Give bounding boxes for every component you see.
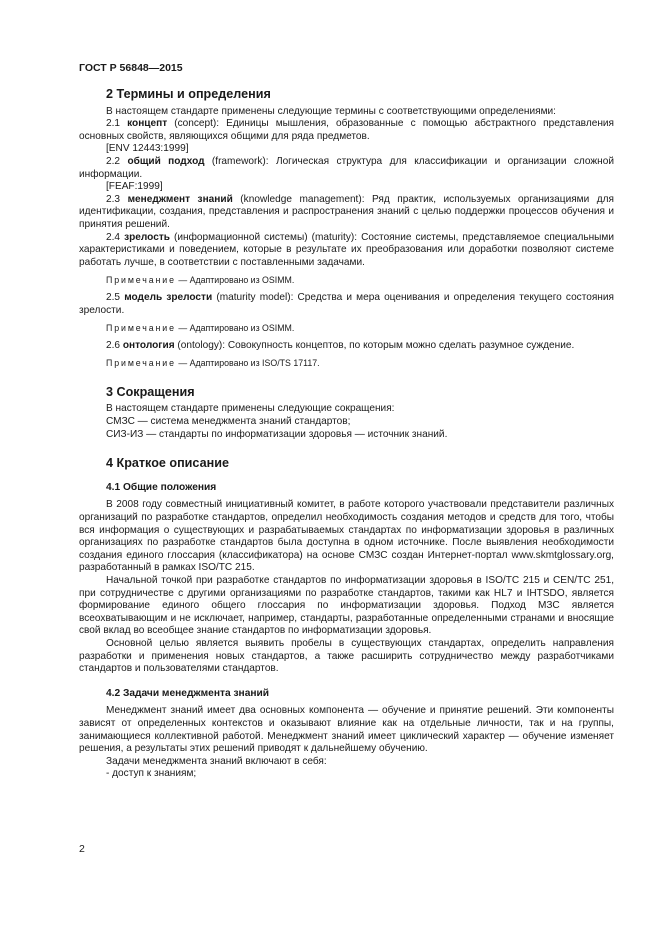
note-text: — Адаптировано из OSIMM. bbox=[175, 275, 295, 286]
paragraph: Менеджмент знаний имеет два основных компонента — обучение и принятие решений. Эти компоненты зависят от определенных контекстов и оказывают влияние как на отдельные личности, так и на группы, занимающиеся коллективной работой. Менеджмент знаний имеет циклический характер — обучение изменяет решения, а результаты этих решений приводят к дальнейшему обучению. bbox=[79, 705, 614, 755]
term-2-3 bbox=[79, 194, 614, 232]
paragraph: Начальной точкой при разработке стандартов по информатизации здоровья в ISO/TC 215 и CEN/TC 251, при сотрудничестве с другими организациями по разработке стандартов, такими как HL7 и IHTSDO, является формирование единого общего глоссария по информатизации здоровья. Подход МЗС является всеохватывающим и не исключает, например, стандарты, разработанные определенными странами и вносящие свой вклад во всеобщее знание стандартов по информатизации здоровья. bbox=[79, 575, 614, 637]
term-number: 2.1 bbox=[106, 118, 121, 130]
term-2-1 bbox=[79, 118, 614, 143]
term-definition: (maturity model): Средства и мера оценивания и определения текущего состояния зрелости. bbox=[79, 291, 614, 316]
note-label: Примечание bbox=[106, 323, 176, 334]
term-name: концепт bbox=[127, 118, 168, 130]
note-text: — Адаптировано из ISO/TS 17117. bbox=[175, 358, 320, 369]
term-definition: (knowledge management): Ряд практик, используемых организациями для идентификации, создания, представления и распространения знаний с целью поддержки процессов обучения и принятия решений. bbox=[79, 193, 615, 230]
section-3-title: 3 Сокращения bbox=[106, 384, 195, 399]
page-content bbox=[79, 88, 614, 781]
term-2-2-source: [FEAF:1999] bbox=[106, 181, 163, 193]
abbreviation-item: СИЗ-ИЗ — стандарты по информатизации здоровья — источник знаний. bbox=[106, 428, 448, 440]
term-name: зрелость bbox=[124, 231, 170, 243]
section-2-title: 2 Термины и определения bbox=[106, 87, 271, 101]
term-name: общий подход bbox=[127, 155, 205, 167]
page-number: 2 bbox=[79, 843, 85, 855]
paragraph: Основной целью является выявить пробелы в существующих стандартах, определить направления разработки и применения новых стандартов, а также расширить сотрудничество между разработчиками стандартов и пользователями стандартов. bbox=[79, 637, 614, 675]
term-number: 2.2 bbox=[106, 155, 121, 167]
note-2-5 bbox=[79, 322, 614, 335]
section-4-1-title: 4.1 Общие положения bbox=[106, 481, 217, 493]
note-2-6 bbox=[79, 357, 614, 370]
note-label: Примечание bbox=[106, 358, 176, 369]
list-item: - доступ к знаниям; bbox=[106, 768, 197, 780]
term-number: 2.3 bbox=[106, 193, 121, 205]
abbreviation-item: СМЗС — система менеджмента знаний стандартов; bbox=[106, 416, 351, 428]
term-definition: (информационной системы) (maturity): Состояние системы, представляемое специальными характеристиками и поведением, которые в результате их преобразования или доработки позволяют системе работать лучше, в соответствии с поставленными задачами. bbox=[79, 231, 614, 268]
term-2-1-source: [ENV 12443:1999] bbox=[106, 143, 189, 155]
term-number: 2.6 bbox=[106, 339, 121, 351]
paragraph: В 2008 году совместный инициативный комитет, в работе которого участвовали представители различных организаций по разработке стандартов, определил необходимость создания методов и средств для того, чтобы вся информация о существующих и разрабатываемых стандартах по информатизации здоровья в различных организациях по разработке стандартов была доступна в одном источнике. После выявления необходимости создания единого глоссария (классификатора) на основе СМЗС создан Интернет-портал www.skmtglossary.org, разработанный в рамках ISO/TC 215. bbox=[79, 499, 614, 574]
term-definition: (concept): Единицы мышления, образованные с помощью абстрактного представления основных свойств, являющихся общими для ряда предметов. bbox=[79, 118, 614, 142]
section-4-title: 4 Краткое описание bbox=[106, 456, 229, 471]
section-2-intro: В настоящем стандарте применены следующие термины с соответствующими определениями: bbox=[106, 105, 556, 117]
term-number: 2.4 bbox=[106, 231, 121, 243]
term-2-4 bbox=[79, 232, 614, 270]
term-2-5 bbox=[79, 292, 614, 317]
term-definition: (ontology): Совокупность концептов, по которым можно сделать разумное суждение. bbox=[174, 339, 575, 351]
section-4-2-title: 4.2 Задачи менеджмента знаний bbox=[106, 687, 270, 699]
term-definition: (framework): Логическая структура для классификации и организации сложной информации. bbox=[79, 155, 614, 180]
paragraph: Задачи менеджмента знаний включают в себя: bbox=[106, 755, 327, 767]
term-2-6 bbox=[79, 340, 614, 353]
term-name: онтология bbox=[122, 339, 175, 351]
document-header: ГОСТ Р 56848—2015 bbox=[79, 62, 183, 74]
term-name: модель зрелости bbox=[124, 291, 213, 303]
section-3-intro: В настоящем стандарте применены следующие сокращения: bbox=[106, 403, 395, 415]
term-number: 2.5 bbox=[106, 291, 121, 303]
term-2-2 bbox=[79, 156, 614, 181]
note-label: Примечание bbox=[106, 275, 176, 286]
term-name: менеджмент знаний bbox=[127, 193, 233, 205]
note-text: — Адаптировано из OSIMM. bbox=[175, 323, 295, 334]
note-2-4 bbox=[79, 274, 614, 287]
